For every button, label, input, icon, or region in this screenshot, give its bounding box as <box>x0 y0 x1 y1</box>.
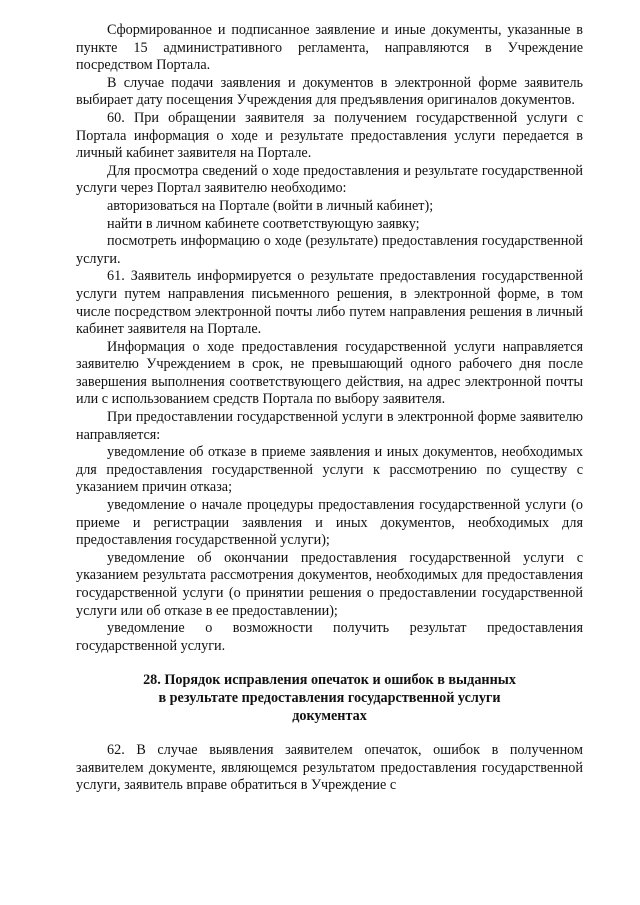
section-heading-line: документах <box>292 707 367 724</box>
list-item-view-progress: посмотреть информацию о ходе (результате) предоставления государственной услуги. <box>76 233 583 267</box>
list-item-refusal-notice: уведомление об отказе в приеме заявления и иных документов, необходимых для предоставления государственной услуги к рассмотрению по существу с указанием причин отказа; <box>76 444 583 496</box>
list-item-result-notice: уведомление о возможности получить результат предоставления государственной услуги. <box>76 620 583 654</box>
paragraph-progress-info: Информация о ходе предоставления государственной услуги направляется заявителю Учреждением в срок, не превышающий одного рабочего дня после завершения выполнения соответствующего действия, на адрес электронной почты или с использованием средств Портала по выбору заявителя. <box>76 338 583 408</box>
section-heading-line: 28. Порядок исправления опечаток и ошибок в выданных <box>143 672 516 689</box>
paragraph-61: 61. Заявитель информируется о результате предоставления государственной услуги путем направления письменного решения, в электронной форме, в том числе посредством электронной почты либо путем направления решения в личный кабинет заявителя на Портале. <box>76 268 583 338</box>
list-item-start-notice: уведомление о начале процедуры предоставления государственной услуги (о приеме и регистрации заявления и иных документов, необходимых для предоставления государственной услуги); <box>76 497 583 549</box>
document-page <box>76 22 583 795</box>
paragraph-view-info: Для просмотра сведений о ходе предоставления и результате государственной услуги через Портал заявителю необходимо: <box>76 162 583 197</box>
paragraph-visit-date: В случае подачи заявления и документов в электронной форме заявитель выбирает дату посещения Учреждения для предъявления оригиналов документов. <box>76 74 583 109</box>
list-item-end-notice: уведомление об окончании предоставления государственной услуги с указанием результата рассмотрения документов, необходимых для предоставления государственной услуги (о принятии решения о предоставлении государственной услуги или об отказе в ее предоставлении); <box>76 549 583 619</box>
list-item-authorize: авторизоваться на Портале (войти в личный кабинет); <box>107 197 434 214</box>
list-item-find-request: найти в личном кабинете соответствующую заявку; <box>107 215 420 232</box>
section-heading-28 <box>76 672 583 725</box>
paragraph-electronic-form: При предоставлении государственной услуги в электронной форме заявителю направляется: <box>76 409 583 443</box>
section-heading-line: в результате предоставления государственной услуги <box>158 689 501 706</box>
paragraph-submission: Сформированное и подписанное заявление и иные документы, указанные в пункте 15 административного регламента, направляются в Учреждение посредством Портала. <box>76 22 583 74</box>
paragraph-60: 60. При обращении заявителя за получением государственной услуги с Портала информация о ходе и результате предоставления услуги передается в личный кабинет заявителя на Портале. <box>76 109 583 162</box>
paragraph-62: 62. В случае выявления заявителем опечаток, ошибок в полученном заявителем документе, являющемся результатом предоставления государственной услуги, заявитель вправе обратиться в Учреждение с <box>76 742 583 794</box>
